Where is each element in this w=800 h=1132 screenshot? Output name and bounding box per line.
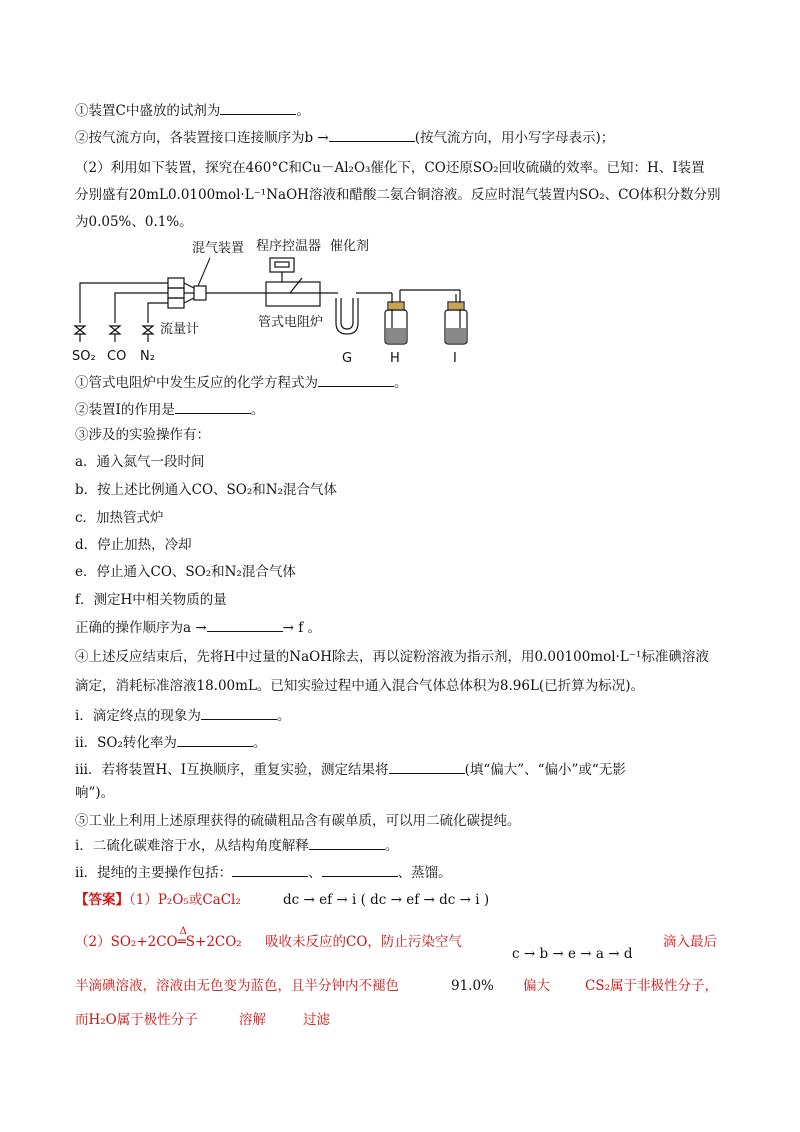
answer-blank xyxy=(175,399,251,414)
answer-blank xyxy=(232,862,308,877)
answer-blank xyxy=(207,617,283,632)
question-device-i: ②装置I的作用是 。 xyxy=(75,399,264,420)
question-purification: ⑤工业上利用上述原理获得的硫磺粗品含有碳单质，可以用二硫化碳提纯。 xyxy=(75,813,521,829)
question-swap: iii．若将装置H、I互换顺序，重复实验，测定结果将 (填“偏大”、“偏小”或“无影 xyxy=(75,759,626,780)
intro-line-2: 分别盛有20mL0.0100mol·L⁻¹NaOH溶液和醋酸二氨合铜溶液。反应时混气装置内SO₂、CO体积分数分别 xyxy=(75,187,721,203)
question-endpoint: i．滴定终点的现象为 。 xyxy=(75,705,290,726)
apparatus-diagram xyxy=(70,238,510,366)
answer-blank xyxy=(309,835,385,850)
label-so2: SO₂ xyxy=(72,349,96,364)
question-solubility: i．二硫化碳难溶于水，从结构角度解释 。 xyxy=(75,835,398,856)
question-line-2: ②按气流方向，各装置接口连接顺序为b → (按气流方向，用小写字母表示)； xyxy=(75,127,614,148)
answer-dissolve: 溶解 xyxy=(239,1012,266,1028)
question-equation: ①管式电阻炉中发生反应的化学方程式为 。 xyxy=(75,372,408,393)
label-i: I xyxy=(453,351,457,366)
answer-endpoint-start: 滴入最后 xyxy=(663,934,717,950)
answer-blank xyxy=(389,759,465,774)
question-operations-list: ii．提纯的主要操作包括： 、 、蒸馏。 xyxy=(75,862,452,883)
label-mixer: 混气装置 xyxy=(192,241,245,256)
answer-endpoint: 半滴碘溶液，溶液由无色变为蓝色，且半分钟内不褪色 xyxy=(75,978,399,994)
operation-d: d．停止加热，冷却 xyxy=(75,537,192,553)
label-g: G xyxy=(342,351,353,366)
answer-line-1: 【答案】（1）P₂O₅或CaCl₂ xyxy=(75,892,241,908)
question-conversion: ii．SO₂转化率为 。 xyxy=(75,732,266,753)
label-furnace: 管式电阻炉 xyxy=(258,315,324,330)
intro-line-3: 为0.05%、0.1%。 xyxy=(75,214,193,230)
operation-c: c．加热管式炉 xyxy=(75,510,164,526)
answer-connection-order: dc → ef → i ( dc → ef → dc → i ) xyxy=(283,892,490,908)
intro-line-1: （2）利用如下装置，探究在460°C和Cu－Al₂O₃催化下，CO还原SO₂回收硫磺的效率。已知：H、I装置 xyxy=(75,160,705,176)
answer-blank xyxy=(318,372,394,387)
question-order: 正确的操作顺序为a → → f 。 xyxy=(75,617,321,638)
answer-blank xyxy=(220,100,296,115)
label-n2: N₂ xyxy=(140,349,155,364)
answer-equation: （2）SO₂+2CO Δ ═S+2CO₂ xyxy=(75,926,242,950)
question-swap-cont: 响”)。 xyxy=(75,785,115,801)
answer-operation-order: c → b → e → a → d xyxy=(512,946,633,962)
label-h: H xyxy=(390,351,400,366)
answer-blank xyxy=(329,127,415,142)
answer-solubility-2: 而H₂O属于极性分子 xyxy=(75,1012,198,1028)
label-controller: 程序控温器 xyxy=(256,239,322,254)
answer-label: 【答案】 xyxy=(75,892,129,908)
question-titration-2: 滴定，消耗标准溶液18.00mL。已知实验过程中通入混合气体总体积为8.96L(已折算为标况)。 xyxy=(75,678,644,694)
answer-conversion: 91.0% xyxy=(451,978,494,994)
answer-blank xyxy=(177,732,253,747)
answer-solubility-1: CS₂属于非极性分子， xyxy=(585,978,718,994)
operation-f: f．测定H中相关物质的量 xyxy=(75,592,227,608)
answer-effect: 偏大 xyxy=(523,978,550,994)
label-flowmeter: 流量计 xyxy=(160,322,200,337)
operation-a: a．通入氮气一段时间 xyxy=(75,454,205,470)
label-co: CO xyxy=(107,349,127,364)
answer-blank xyxy=(322,862,398,877)
answer-device-i: 吸收未反应的CO，防止污染空气 xyxy=(265,934,462,950)
operation-e: e．停止通入CO、SO₂和N₂混合气体 xyxy=(75,564,296,580)
operation-b: b．按上述比例通入CO、SO₂和N₂混合气体 xyxy=(75,482,337,498)
question-line-1: ①装置C中盛放的试剂为 。 xyxy=(75,100,310,121)
question-titration-1: ④上述反应结束后，先将H中过量的NaOH除去，再以淀粉溶液为指示剂，用0.00100mol·L⁻¹标准碘溶液 xyxy=(75,649,709,665)
question-operations: ③涉及的实验操作有： xyxy=(75,427,210,443)
answer-filter: 过滤 xyxy=(303,1012,330,1028)
label-catalyst: 催化剂 xyxy=(330,239,370,254)
answer-blank xyxy=(201,705,277,720)
